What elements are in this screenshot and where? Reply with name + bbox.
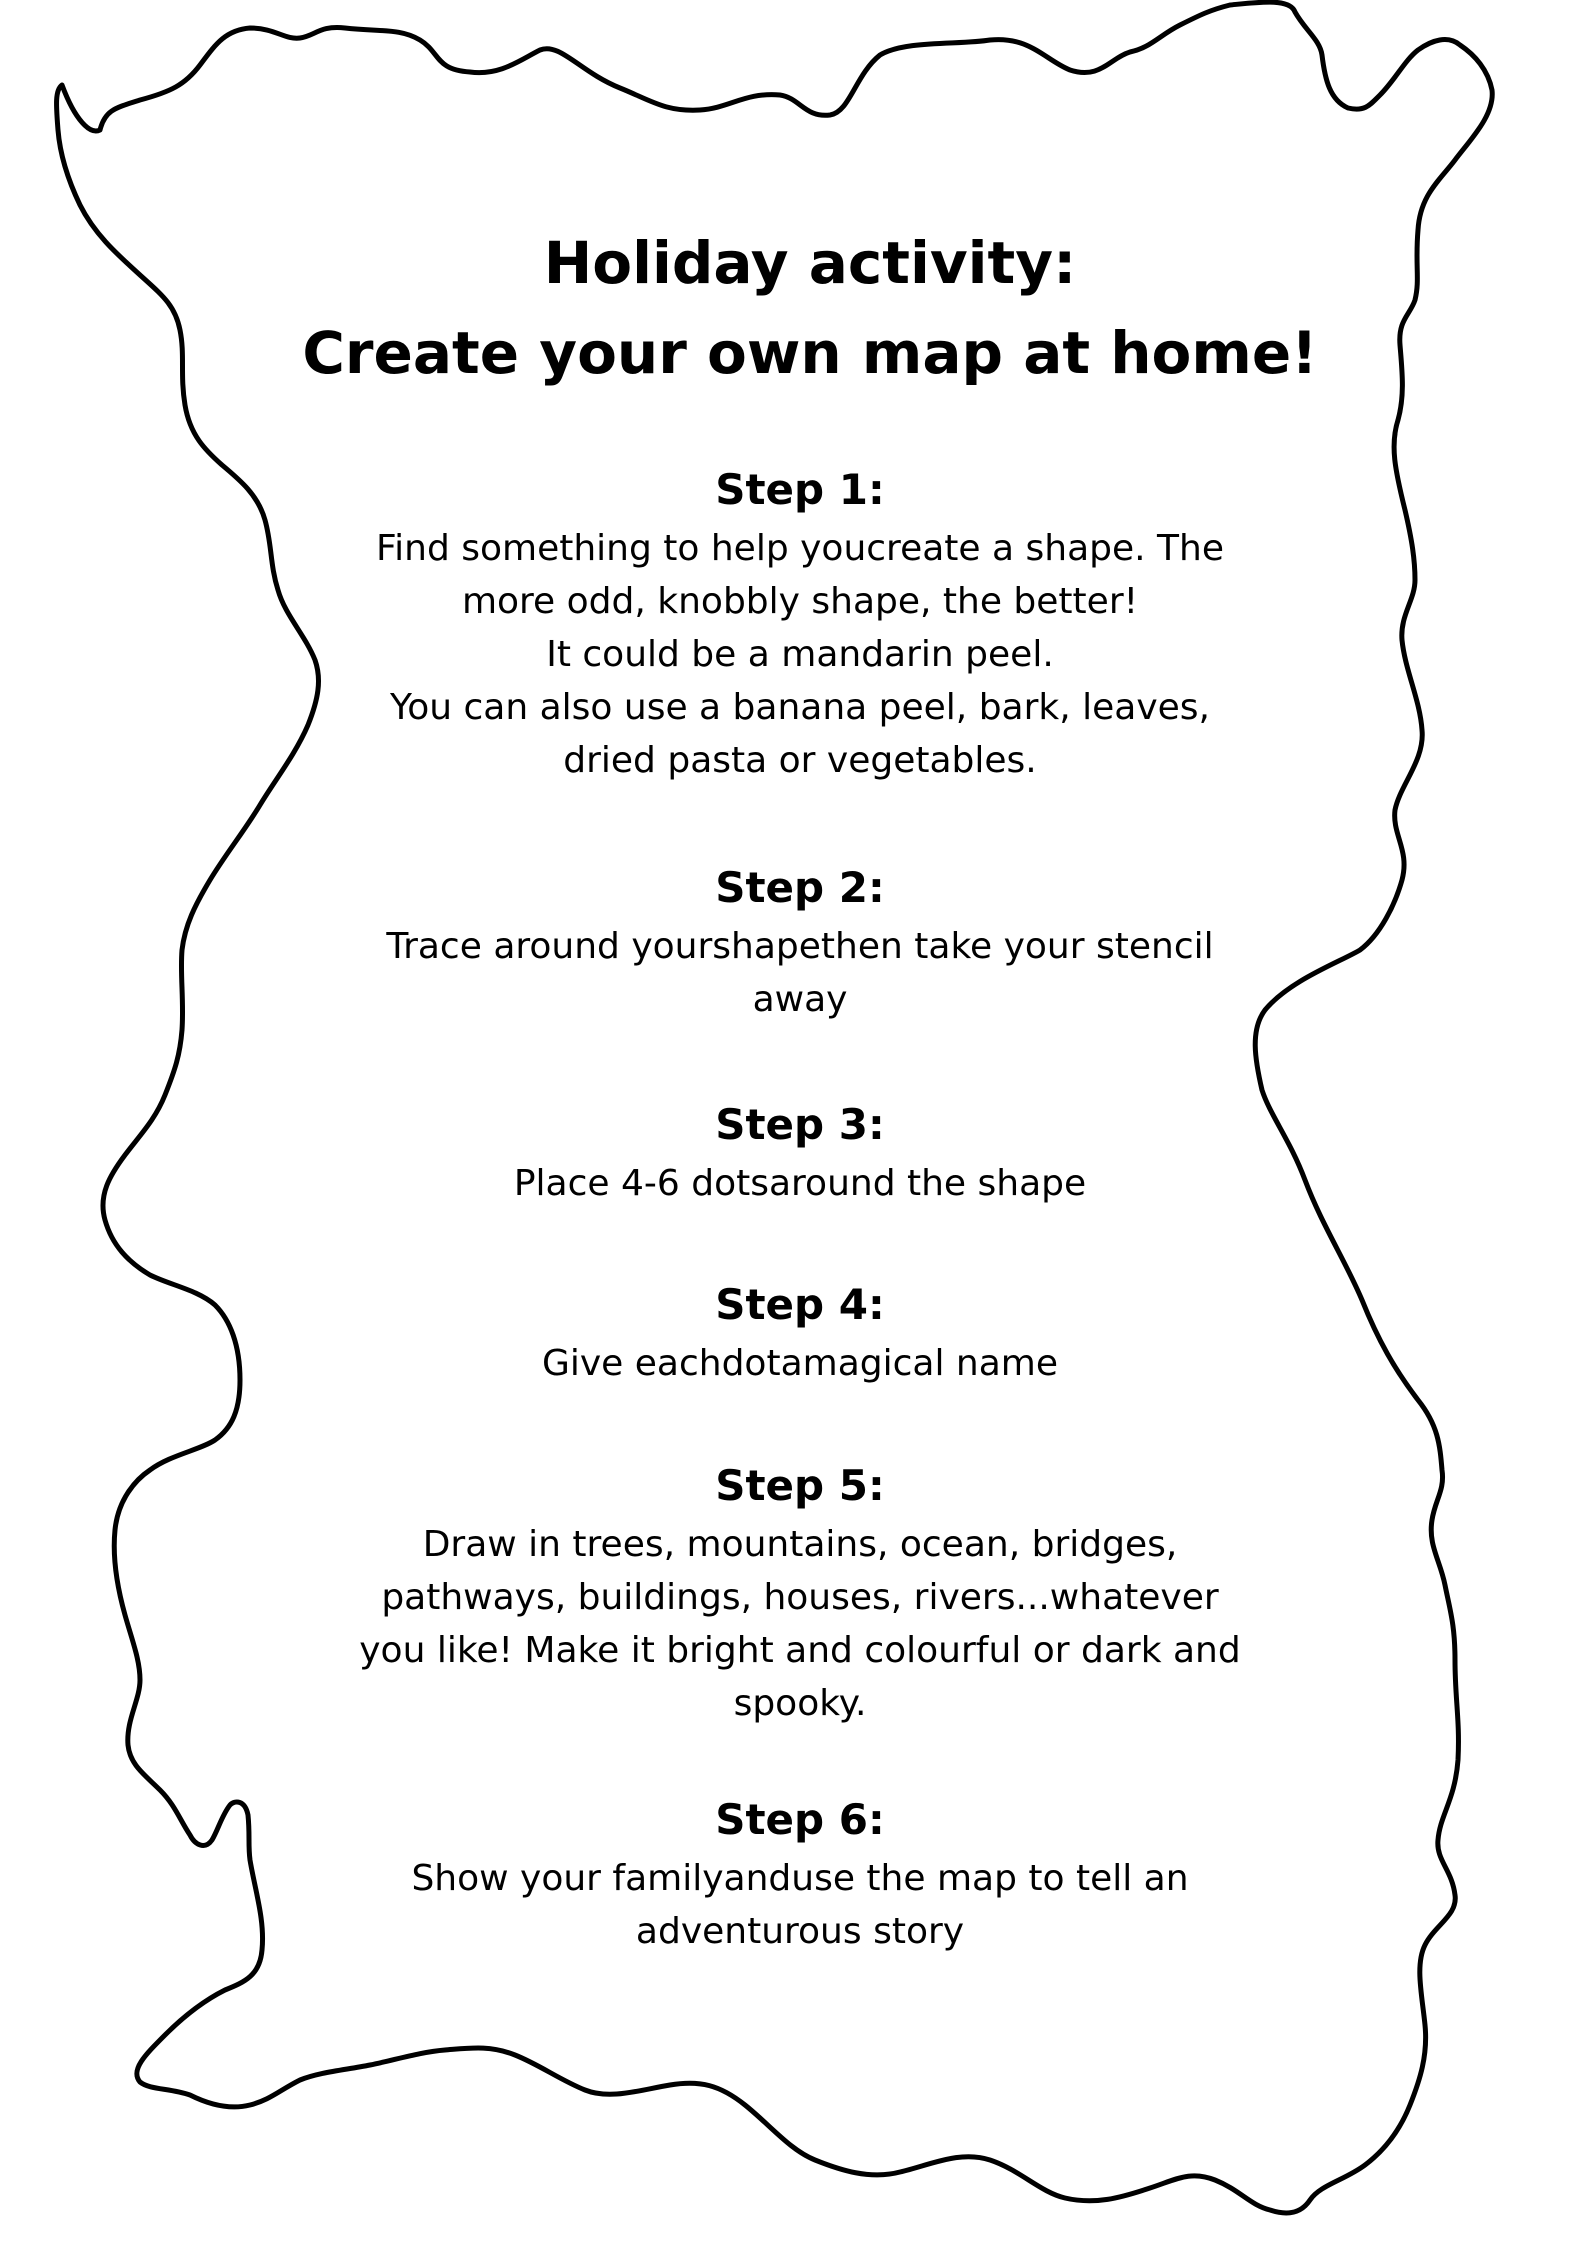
step-6 [310,1792,1290,1958]
step-2 [310,860,1290,1026]
step-text-line: spooky. [733,1683,867,1724]
step-text-line: Place 4-6 dotsaround the shape [513,1163,1087,1204]
title-line-1: Holiday activity: [543,229,1077,297]
step-text-line: pathways, buildings, houses, rivers...whatever [381,1577,1219,1618]
step-5 [310,1458,1290,1730]
step-text-line: away [752,979,848,1020]
step-heading: Step 2: [715,863,885,912]
step-heading: Step 6: [715,1795,885,1844]
step-text-line: Draw in trees, mountains, ocean, bridges, [422,1524,1178,1565]
title-line-2: Create your own map at home! [302,319,1318,387]
step-text-line: more odd, knobbly shape, the better! [461,581,1139,622]
step-heading: Step 5: [715,1461,885,1510]
step-4 [310,1277,1290,1390]
step-text-line: adventurous story [635,1911,965,1952]
step-text-line: Find something to help youcreate a shape. The [376,528,1224,569]
step-heading: Step 3: [715,1100,885,1149]
step-text-line: Trace around yourshapethen take your stencil [386,926,1214,967]
step-text-line: Give eachdotamagical name [541,1343,1059,1384]
step-text-line: dried pasta or vegetables. [563,740,1037,781]
step-text-line: you like! Make it bright and colourful or dark and [359,1630,1241,1671]
step-1 [310,462,1290,787]
step-text-line: Show your familyanduse the map to tell an [411,1858,1189,1899]
step-heading: Step 1: [715,465,885,514]
step-heading: Step 4: [715,1280,885,1329]
step-3 [310,1097,1290,1210]
step-text-line: It could be a mandarin peel. [546,634,1054,675]
step-text-line: You can also use a banana peel, bark, leaves, [389,687,1211,728]
